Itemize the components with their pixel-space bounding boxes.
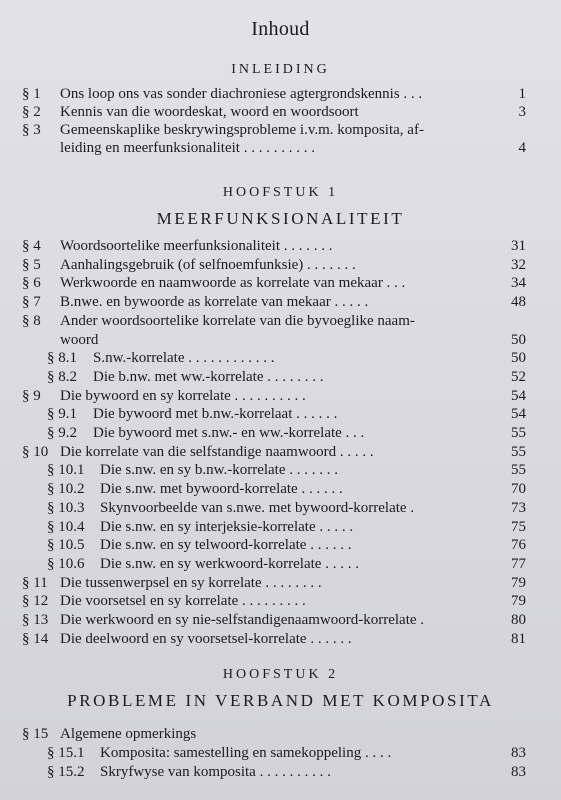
- section-number: § 7: [22, 294, 41, 311]
- page-number: 52: [511, 368, 526, 385]
- chapter1-label: HOOFSTUK 1: [222, 185, 339, 200]
- page-number: 75: [511, 518, 526, 535]
- section-title: Woordsoortelike meerfunksionaliteit . . . . . . .: [60, 238, 333, 254]
- section-title: Die voorsetsel en sy korrelate . . . . . . . . .: [60, 593, 306, 610]
- chapter1-title: MEERFUNKSIONALITEIT: [156, 209, 405, 228]
- page-number: 1: [518, 86, 526, 102]
- page-number: 79: [511, 574, 526, 591]
- page-number: 55: [511, 462, 526, 479]
- section-title: woord: [60, 331, 99, 348]
- section-title: Die bywoord met b.nw.-korrelaat . . . . . .: [93, 406, 338, 423]
- section-title: Skryfwyse van komposita . . . . . . . . . .: [100, 764, 331, 780]
- page-title: Inhoud: [251, 18, 310, 40]
- section-title: Die s.nw. met bywoord-korrelate . . . . . .: [100, 481, 343, 498]
- page-number: 32: [511, 256, 526, 273]
- toc-entry: [0, 763, 561, 781]
- section-number: § 5: [22, 256, 41, 273]
- page-number: 34: [511, 275, 526, 292]
- toc-entry: [0, 592, 561, 610]
- section-number: § 10.3: [47, 499, 85, 516]
- page-number: 4: [518, 140, 526, 156]
- page-number: 54: [511, 406, 526, 423]
- section-number: § 14: [22, 630, 49, 647]
- page-number: 31: [511, 238, 526, 254]
- section-title: Skynvoorbeelde van s.nwe. met bywoord-korrelate .: [100, 499, 415, 516]
- page-number: 76: [511, 537, 526, 554]
- toc-entry: [0, 349, 561, 367]
- toc-entry: [0, 480, 561, 498]
- page-number: 50: [511, 350, 526, 367]
- section-title: B.nwe. en bywoorde as korrelate van mekaar . . . . .: [60, 294, 369, 311]
- toc-entry: [0, 331, 561, 349]
- page-number: 50: [511, 331, 526, 348]
- chapter2-title: PROBLEME IN VERBAND MET KOMPOSITA: [67, 691, 494, 710]
- section-number: § 6: [22, 275, 41, 292]
- introduction-heading: INLEIDING: [231, 62, 330, 77]
- toc-entry: [0, 103, 561, 121]
- section-number: § 13: [22, 612, 49, 628]
- section-number: § 3: [22, 122, 41, 138]
- toc-entry: [0, 293, 561, 311]
- toc-entry: [0, 237, 561, 255]
- section-title: Die s.nw. en sy b.nw.-korrelate . . . . . . .: [100, 462, 339, 479]
- toc-entry: [0, 387, 561, 405]
- toc-entry: [0, 555, 561, 573]
- toc-entry: [0, 518, 561, 536]
- page-number: 79: [511, 593, 526, 610]
- toc-entry: [0, 536, 561, 554]
- toc-entry: [0, 630, 561, 648]
- section-number: § 15: [22, 726, 49, 742]
- section-number: § 10.2: [47, 481, 85, 498]
- section-title: Ons loop ons vas sonder diachroniese agtergrondskennis . . .: [60, 86, 423, 102]
- section-number: § 8.1: [47, 350, 77, 367]
- toc-entry: [0, 85, 561, 103]
- toc-entry: [0, 405, 561, 423]
- section-title: Kennis van die woordeskat, woord en woordsoort: [60, 104, 359, 120]
- toc-entry: [0, 744, 561, 762]
- section-title: Werkwoorde en naamwoorde as korrelate van mekaar . . .: [60, 275, 406, 292]
- page-number: 55: [511, 443, 526, 460]
- section-number: § 15.2: [47, 764, 85, 780]
- page-number: 48: [511, 294, 526, 311]
- section-title: Die korrelate van die selfstandige naamwoord . . . . .: [60, 443, 374, 460]
- section-number: § 4: [22, 238, 41, 254]
- section-title: Die s.nw. en sy werkwoord-korrelate . . . . .: [100, 555, 359, 572]
- section-number: § 2: [22, 104, 41, 120]
- toc-entry: [0, 499, 561, 517]
- toc-entry: [0, 368, 561, 386]
- section-number: § 9.2: [47, 425, 77, 441]
- toc-entry: [0, 274, 561, 292]
- page-number: 55: [511, 425, 526, 441]
- page-number: 83: [511, 745, 526, 761]
- section-title: Die werkwoord en sy nie-selfstandigenaamwoord-korrelate .: [60, 612, 425, 628]
- page-number: 81: [511, 630, 526, 647]
- section-number: § 1: [22, 86, 41, 102]
- page-number: 80: [511, 612, 526, 628]
- section-title: Algemene opmerkings: [60, 726, 197, 742]
- toc-entry: [0, 312, 561, 330]
- section-title: Aanhalingsgebruik (of selfnoemfunksie) . . . . . . .: [60, 256, 356, 273]
- section-title: Die s.nw. en sy interjeksie-korrelate . . . . .: [100, 518, 354, 535]
- section-number: § 11: [22, 574, 48, 591]
- toc-entry: [0, 574, 561, 592]
- page-number: 3: [518, 104, 526, 120]
- section-title: Die b.nw. met ww.-korrelate . . . . . . . .: [93, 368, 324, 385]
- section-title: Die s.nw. en sy telwoord-korrelate . . . . . .: [100, 537, 352, 554]
- section-title: Die bywoord en sy korrelate . . . . . . . . . .: [60, 387, 306, 404]
- page-number: 77: [511, 555, 526, 572]
- section-title: Die tussenwerpsel en sy korrelate . . . . . . . .: [60, 574, 322, 591]
- toc-entry: [0, 725, 561, 743]
- toc-entry: [0, 256, 561, 274]
- section-number: § 9: [22, 387, 41, 404]
- section-number: § 10.6: [47, 555, 85, 572]
- toc-entry: [0, 424, 561, 442]
- section-title: Die bywoord met s.nw.- en ww.-korrelate . . .: [93, 425, 365, 441]
- chapter2-label: HOOFSTUK 2: [222, 667, 339, 682]
- page-number: 54: [511, 387, 526, 404]
- toc-entry: [0, 139, 561, 157]
- section-title: leiding en meerfunksionaliteit . . . . . . . . . .: [60, 140, 315, 156]
- section-number: § 8.2: [47, 368, 77, 385]
- toc-entry: [0, 121, 561, 139]
- section-number: § 10.5: [47, 537, 85, 554]
- section-title: Gemeenskaplike beskrywingsprobleme i.v.m. komposita, af-: [60, 122, 424, 138]
- toc-entry: [0, 611, 561, 629]
- section-number: § 10.1: [47, 462, 85, 479]
- section-number: § 12: [22, 593, 49, 610]
- page-number: 70: [511, 481, 526, 498]
- section-number: § 15.1: [47, 745, 85, 761]
- section-title: S.nw.-korrelate . . . . . . . . . . . .: [93, 350, 275, 367]
- toc-entry: [0, 461, 561, 479]
- section-title: Die deelwoord en sy voorsetsel-korrelate . . . . . .: [60, 630, 352, 647]
- section-number: § 10: [22, 443, 49, 460]
- section-title: Komposita: samestelling en samekoppeling . . . .: [100, 745, 392, 761]
- page-number: 83: [511, 764, 526, 780]
- section-number: § 10.4: [47, 518, 85, 535]
- page-number: 73: [511, 499, 526, 516]
- section-number: § 8: [22, 312, 41, 329]
- section-title: Ander woordsoortelike korrelate van die byvoeglike naam-: [60, 312, 415, 329]
- toc-entry: [0, 443, 561, 461]
- section-number: § 9.1: [47, 406, 77, 423]
